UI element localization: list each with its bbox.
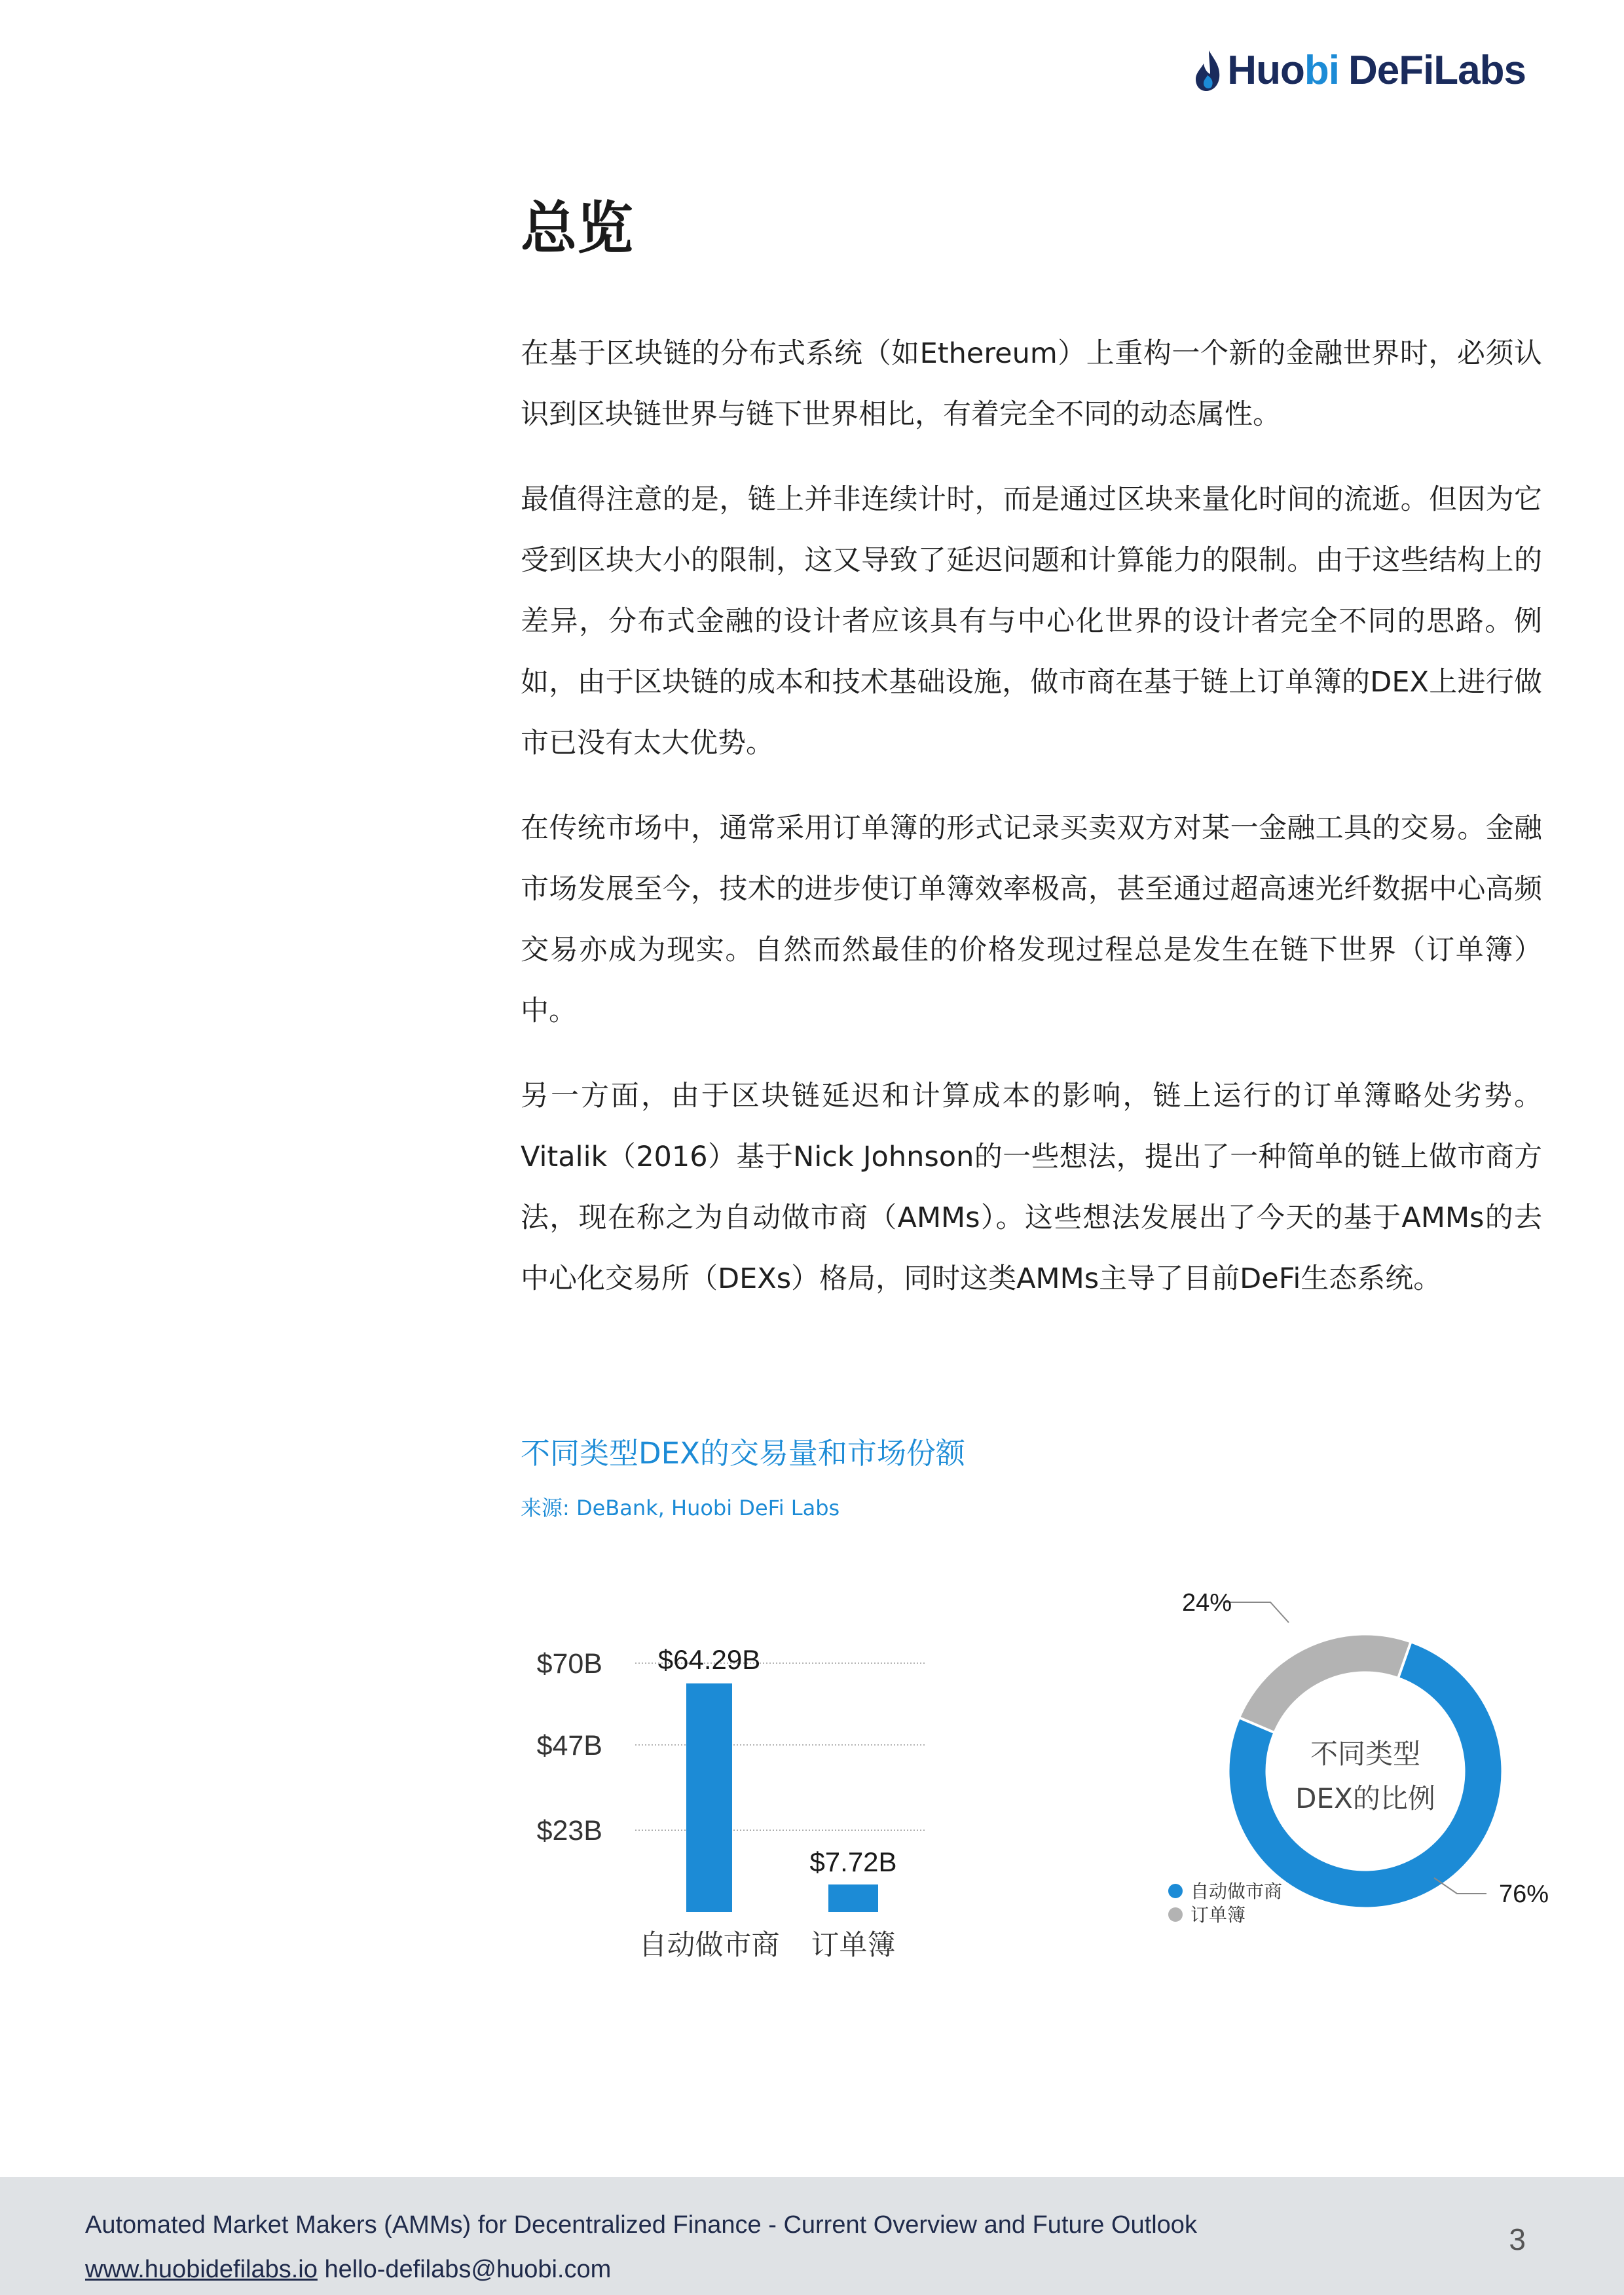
- page-number: 3: [1509, 2222, 1526, 2256]
- logo-huobi-part-b: bi: [1304, 48, 1339, 93]
- leader-line: [1223, 1602, 1289, 1623]
- logo-wordmark: [1227, 47, 1526, 94]
- website-link[interactable]: www.huobidefilabs.io: [85, 2256, 318, 2283]
- market-share-donut-chart: [1146, 1585, 1578, 1951]
- main-content: [521, 196, 1542, 1334]
- slice-label: 24%: [1181, 1589, 1232, 1617]
- footer-contact: [85, 2256, 611, 2284]
- page-title: 总览: [521, 196, 633, 261]
- footer: [0, 2177, 1624, 2295]
- figure-title: 不同类型DEX的交易量和市场份额: [521, 1436, 965, 1471]
- huobi-defilabs-logo: [1194, 47, 1526, 94]
- paragraph-4: 另一方面，由于区块链延迟和计算成本的影响，链上运行的订单簿略处劣势。Vitalik（2016）基于Nick Johnson的一些想法，提出了一种简单的链上做市商方法，现在称之为自动做市商（AMMs）。这些想法发展出了今天的基于AMMs的去中心化交易所（DEXs）格局，同时这类AMMs主导了目前DeFi生态系统。: [521, 1079, 1542, 1295]
- bar-data-label: $7.72B: [809, 1846, 897, 1878]
- x-category-label: 订单簿: [811, 1929, 896, 1962]
- footer-report-title: Automated Market Makers (AMMs) for Decentralized Finance - Current Overview and Future Outlook: [85, 2211, 1197, 2239]
- x-category-label: 自动做市商: [638, 1929, 780, 1962]
- y-tick-label: $23B: [536, 1815, 602, 1847]
- y-tick-label: $47B: [536, 1729, 602, 1761]
- flame-logo-icon: [1194, 49, 1221, 92]
- bar: [686, 1683, 732, 1912]
- paragraph-2: 最值得注意的是，链上并非连续计时，而是通过区块来量化时间的流逝。但因为它受到区块大小的限制，这又导致了延迟问题和计算能力的限制。由于这些结构上的差异，分布式金融的设计者应该具有与中心化世界的设计者完全不同的思路。例如，由于区块链的成本和技术基础设施，做市商在基于链上订单簿的DEX上进行做市已没有太大优势。: [521, 483, 1542, 760]
- bar-data-label: $64.29B: [657, 1643, 761, 1675]
- paragraph-1: 在基于区块链的分布式系统（如Ethereum）上重构一个新的金融世界时，必须认识到区块链世界与链下世界相比，有着完全不同的动态属性。: [521, 337, 1542, 431]
- volume-bar-chart: [511, 1617, 969, 1984]
- donut-center-label: 不同类型: [1310, 1738, 1421, 1770]
- y-tick-label: $70B: [536, 1648, 602, 1680]
- figure-source: 来源: DeBank, Huobi DeFi Labs: [521, 1496, 840, 1520]
- legend-label: 订单簿: [1190, 1904, 1246, 1926]
- bar: [828, 1884, 878, 1912]
- paragraph-3: 在传统市场中，通常采用订单簿的形式记录买卖双方对某一金融工具的交易。金融市场发展至今，技术的进步使订单簿效率极高，甚至通过超高速光纤数据中心高频交易亦成为现实。自然而然最佳的价格发现过程总是发生在链下世界（订单簿）中。: [521, 811, 1542, 1027]
- donut-center-label: DEX的比例: [1295, 1782, 1435, 1814]
- legend-label: 自动做市商: [1190, 1881, 1283, 1902]
- legend-swatch: [1168, 1907, 1183, 1922]
- slice-label: 76%: [1498, 1881, 1549, 1908]
- contact-email[interactable]: hello-defilabs@huobi.com: [324, 2256, 612, 2283]
- logo-huobi-part-a: Huo: [1227, 48, 1304, 93]
- legend-swatch: [1168, 1884, 1183, 1898]
- logo-defilabs: DeFiLabs: [1348, 48, 1526, 93]
